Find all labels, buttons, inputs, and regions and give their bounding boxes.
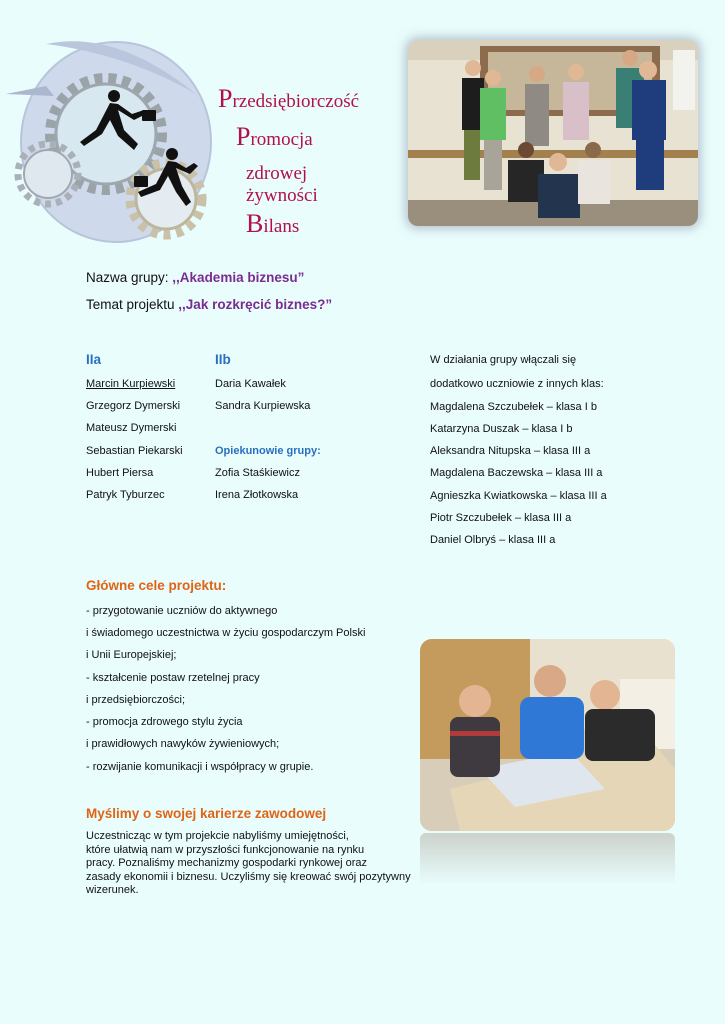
- group-name-value: ,,Akademia biznesu”: [172, 270, 305, 285]
- list-item: Sandra Kurpiewska: [215, 400, 311, 412]
- list-item: Agnieszka Kwiatkowska – klasa III a: [430, 490, 607, 502]
- list-item: - przygotowanie uczniów do aktywnego: [86, 605, 278, 617]
- list-item: Daria Kawałek: [215, 378, 286, 390]
- list-item: i Unii Europejskiej;: [86, 649, 177, 661]
- class-iib-heading: IIb: [215, 352, 231, 367]
- class-iia-list: [86, 378, 216, 508]
- goals-heading: Główne cele projektu:: [86, 578, 227, 593]
- list-item: Grzegorz Dymerski: [86, 400, 181, 412]
- list-item: - kształcenie postaw rzetelnej pracy: [86, 672, 260, 684]
- other-classes-list: [430, 354, 670, 554]
- list-item: - promocja zdrowego stylu życia: [86, 716, 243, 728]
- list-item: Magdalena Szczubełek – klasa I b: [430, 401, 597, 413]
- list-item: Marcin Kurpiewski: [86, 378, 176, 390]
- class-iib-list: [215, 378, 365, 508]
- group-photo: [408, 40, 698, 226]
- title-word-4: żywności: [246, 185, 318, 206]
- title-initial-p1: P: [218, 84, 233, 113]
- list-item: Irena Złotkowska: [215, 489, 299, 501]
- list-item: Hubert Piersa: [86, 467, 154, 479]
- project-topic-value: ,,Jak rozkręcić biznes?”: [178, 297, 333, 312]
- title-word-3: zdrowej: [246, 163, 308, 184]
- group-name-label: Nazwa grupy:: [86, 270, 173, 285]
- list-item: Zofia Staśkiewicz: [215, 467, 300, 479]
- supervisors-heading: Opiekunowie grupy:: [215, 445, 321, 457]
- list-item: - rozwijanie komunikacji i współpracy w grupie.: [86, 761, 314, 773]
- other-classes-intro-1: W działania grupy włączali się: [430, 354, 577, 366]
- career-heading: Myślimy o swojej karierze zawodowej: [86, 806, 327, 821]
- list-item: Aleksandra Nitupska – klasa III a: [430, 445, 591, 457]
- list-item: Patryk Tyburzec: [86, 489, 165, 501]
- title-word-5: ilans: [263, 216, 300, 237]
- list-item: Katarzyna Duszak – klasa I b: [430, 423, 573, 435]
- title-initial-p2: P: [236, 122, 251, 151]
- project-topic-line: [86, 297, 332, 312]
- career-paragraph: Uczestnicząc w tym projekcie nabyliśmy umiejętności, które ułatwią nam w przyszłości funkcjonowanie na rynku pracy. Poznaliśmy mechanizmy gospodarki rynkowej oraz zasady ekonomii i biznesu. Uczyliśmy się kreować swój pozytywny wizerunek.: [86, 830, 411, 896]
- title-word-1: rzedsiębiorczość: [232, 91, 360, 112]
- title-initial-b: B: [246, 209, 264, 238]
- list-item: i świadomego uczestnictwa w życiu gospodarczym Polski: [86, 627, 366, 639]
- other-classes-intro-2: dodatkowo uczniowie z innych klas:: [430, 378, 604, 390]
- list-item: Mateusz Dymerski: [86, 422, 177, 434]
- list-item: Piotr Szczubełek – klasa III a: [430, 512, 572, 524]
- list-item: Magdalena Baczewska – klasa III a: [430, 467, 603, 479]
- list-item: Daniel Olbryś – klasa III a: [430, 534, 556, 546]
- photo-reflection: [420, 833, 675, 885]
- list-item: i prawidłowych nawyków żywieniowych;: [86, 738, 280, 750]
- list-item: Sebastian Piekarski: [86, 445, 183, 457]
- group-name-line: [86, 270, 304, 285]
- list-item: i przedsiębiorczości;: [86, 694, 186, 706]
- goals-list: [86, 605, 406, 780]
- students-working-photo: [420, 639, 675, 831]
- project-logo: [6, 34, 212, 246]
- project-topic-label: Temat projektu: [86, 297, 179, 312]
- class-iia-heading: IIa: [86, 352, 102, 367]
- title-word-2: romocja: [250, 129, 313, 150]
